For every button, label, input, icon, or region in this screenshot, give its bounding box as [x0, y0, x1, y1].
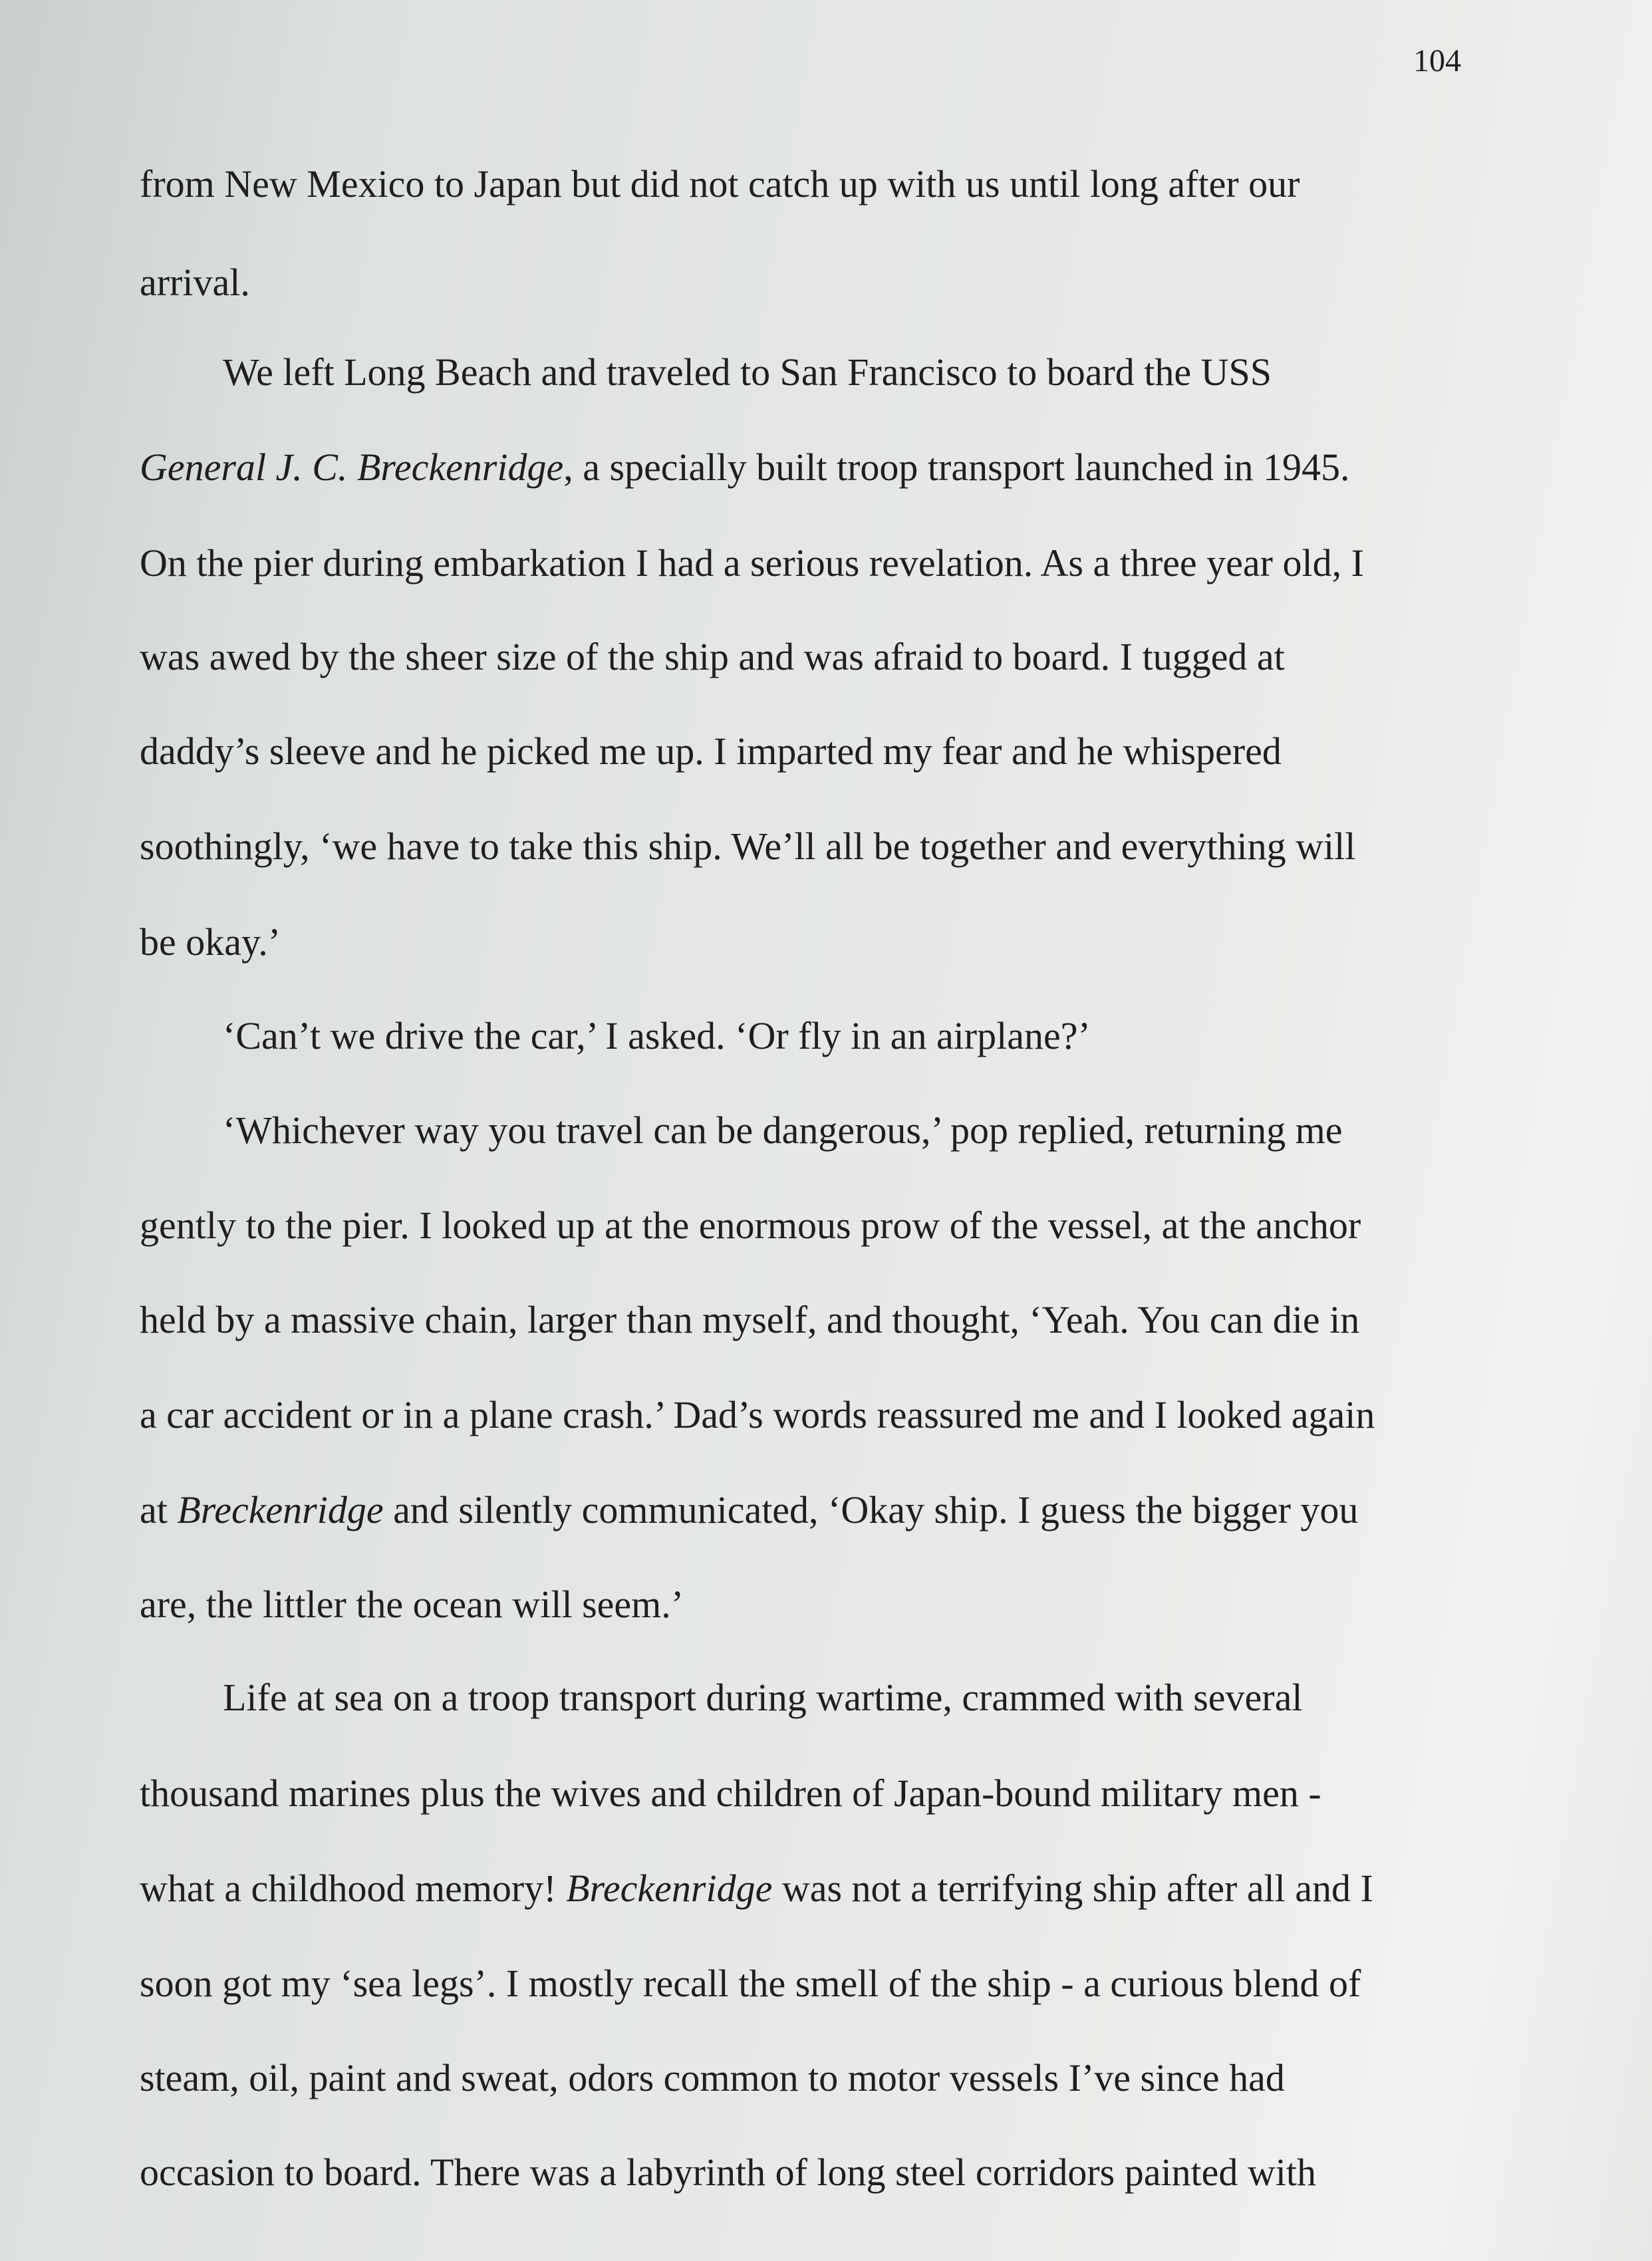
- text-line: On the pier during embarkation I had a serious revelation. As a three year old, I: [140, 541, 1364, 585]
- text-line: was awed by the sheer size of the ship and was afraid to board. I tugged at: [140, 635, 1285, 678]
- text-line: be okay.’: [140, 920, 281, 964]
- text-line: from New Mexico to Japan but did not catch up with us until long after our: [140, 162, 1300, 205]
- text-line: thousand marines plus the wives and children of Japan-bound military men -: [140, 1772, 1321, 1815]
- text-line: are, the littler the ocean will seem.’: [140, 1583, 684, 1626]
- text-line: soothingly, ‘we have to take this ship. We’ll all be together and everything will: [140, 825, 1356, 868]
- text-line: what a childhood memory! Breckenridge was not a terrifying ship after all and I: [140, 1867, 1373, 1910]
- ship-name-italic: General J. C. Breckenridge: [140, 446, 564, 489]
- text-line: General J. C. Breckenridge, a specially built troop transport launched in 1945.: [140, 446, 1350, 489]
- text-line: daddy’s sleeve and he picked me up. I imparted my fear and he whispered: [140, 730, 1282, 773]
- text-line: steam, oil, paint and sweat, odors common to motor vessels I’ve since had: [140, 2056, 1285, 2099]
- text-line: Life at sea on a troop transport during wartime, crammed with several: [223, 1676, 1303, 1719]
- text-line: We left Long Beach and traveled to San Francisco to board the USS: [223, 350, 1272, 394]
- ship-name-italic: Breckenridge: [177, 1488, 384, 1531]
- text-line: soon got my ‘sea legs’. I mostly recall the smell of the ship - a curious blend of: [140, 1962, 1361, 2005]
- text-line: gently to the pier. I looked up at the enormous prow of the vessel, at the anchor: [140, 1204, 1361, 1247]
- page-number: 104: [1413, 43, 1461, 78]
- ship-name-italic: Breckenridge: [566, 1867, 773, 1910]
- text-line: at Breckenridge and silently communicated, ‘Okay ship. I guess the bigger you: [140, 1488, 1359, 1531]
- text-line: ‘Whichever way you travel can be dangerous,’ pop replied, returning me: [223, 1109, 1343, 1152]
- text-line: a car accident or in a plane crash.’ Dad’s words reassured me and I looked again: [140, 1393, 1375, 1436]
- text-line: held by a massive chain, larger than myself, and thought, ‘Yeah. You can die in: [140, 1298, 1360, 1341]
- text-line: ‘Can’t we drive the car,’ I asked. ‘Or fly in an airplane?’: [223, 1014, 1091, 1057]
- text-line: arrival.: [140, 261, 250, 304]
- text-line: occasion to board. There was a labyrinth of long steel corridors painted with: [140, 2151, 1317, 2194]
